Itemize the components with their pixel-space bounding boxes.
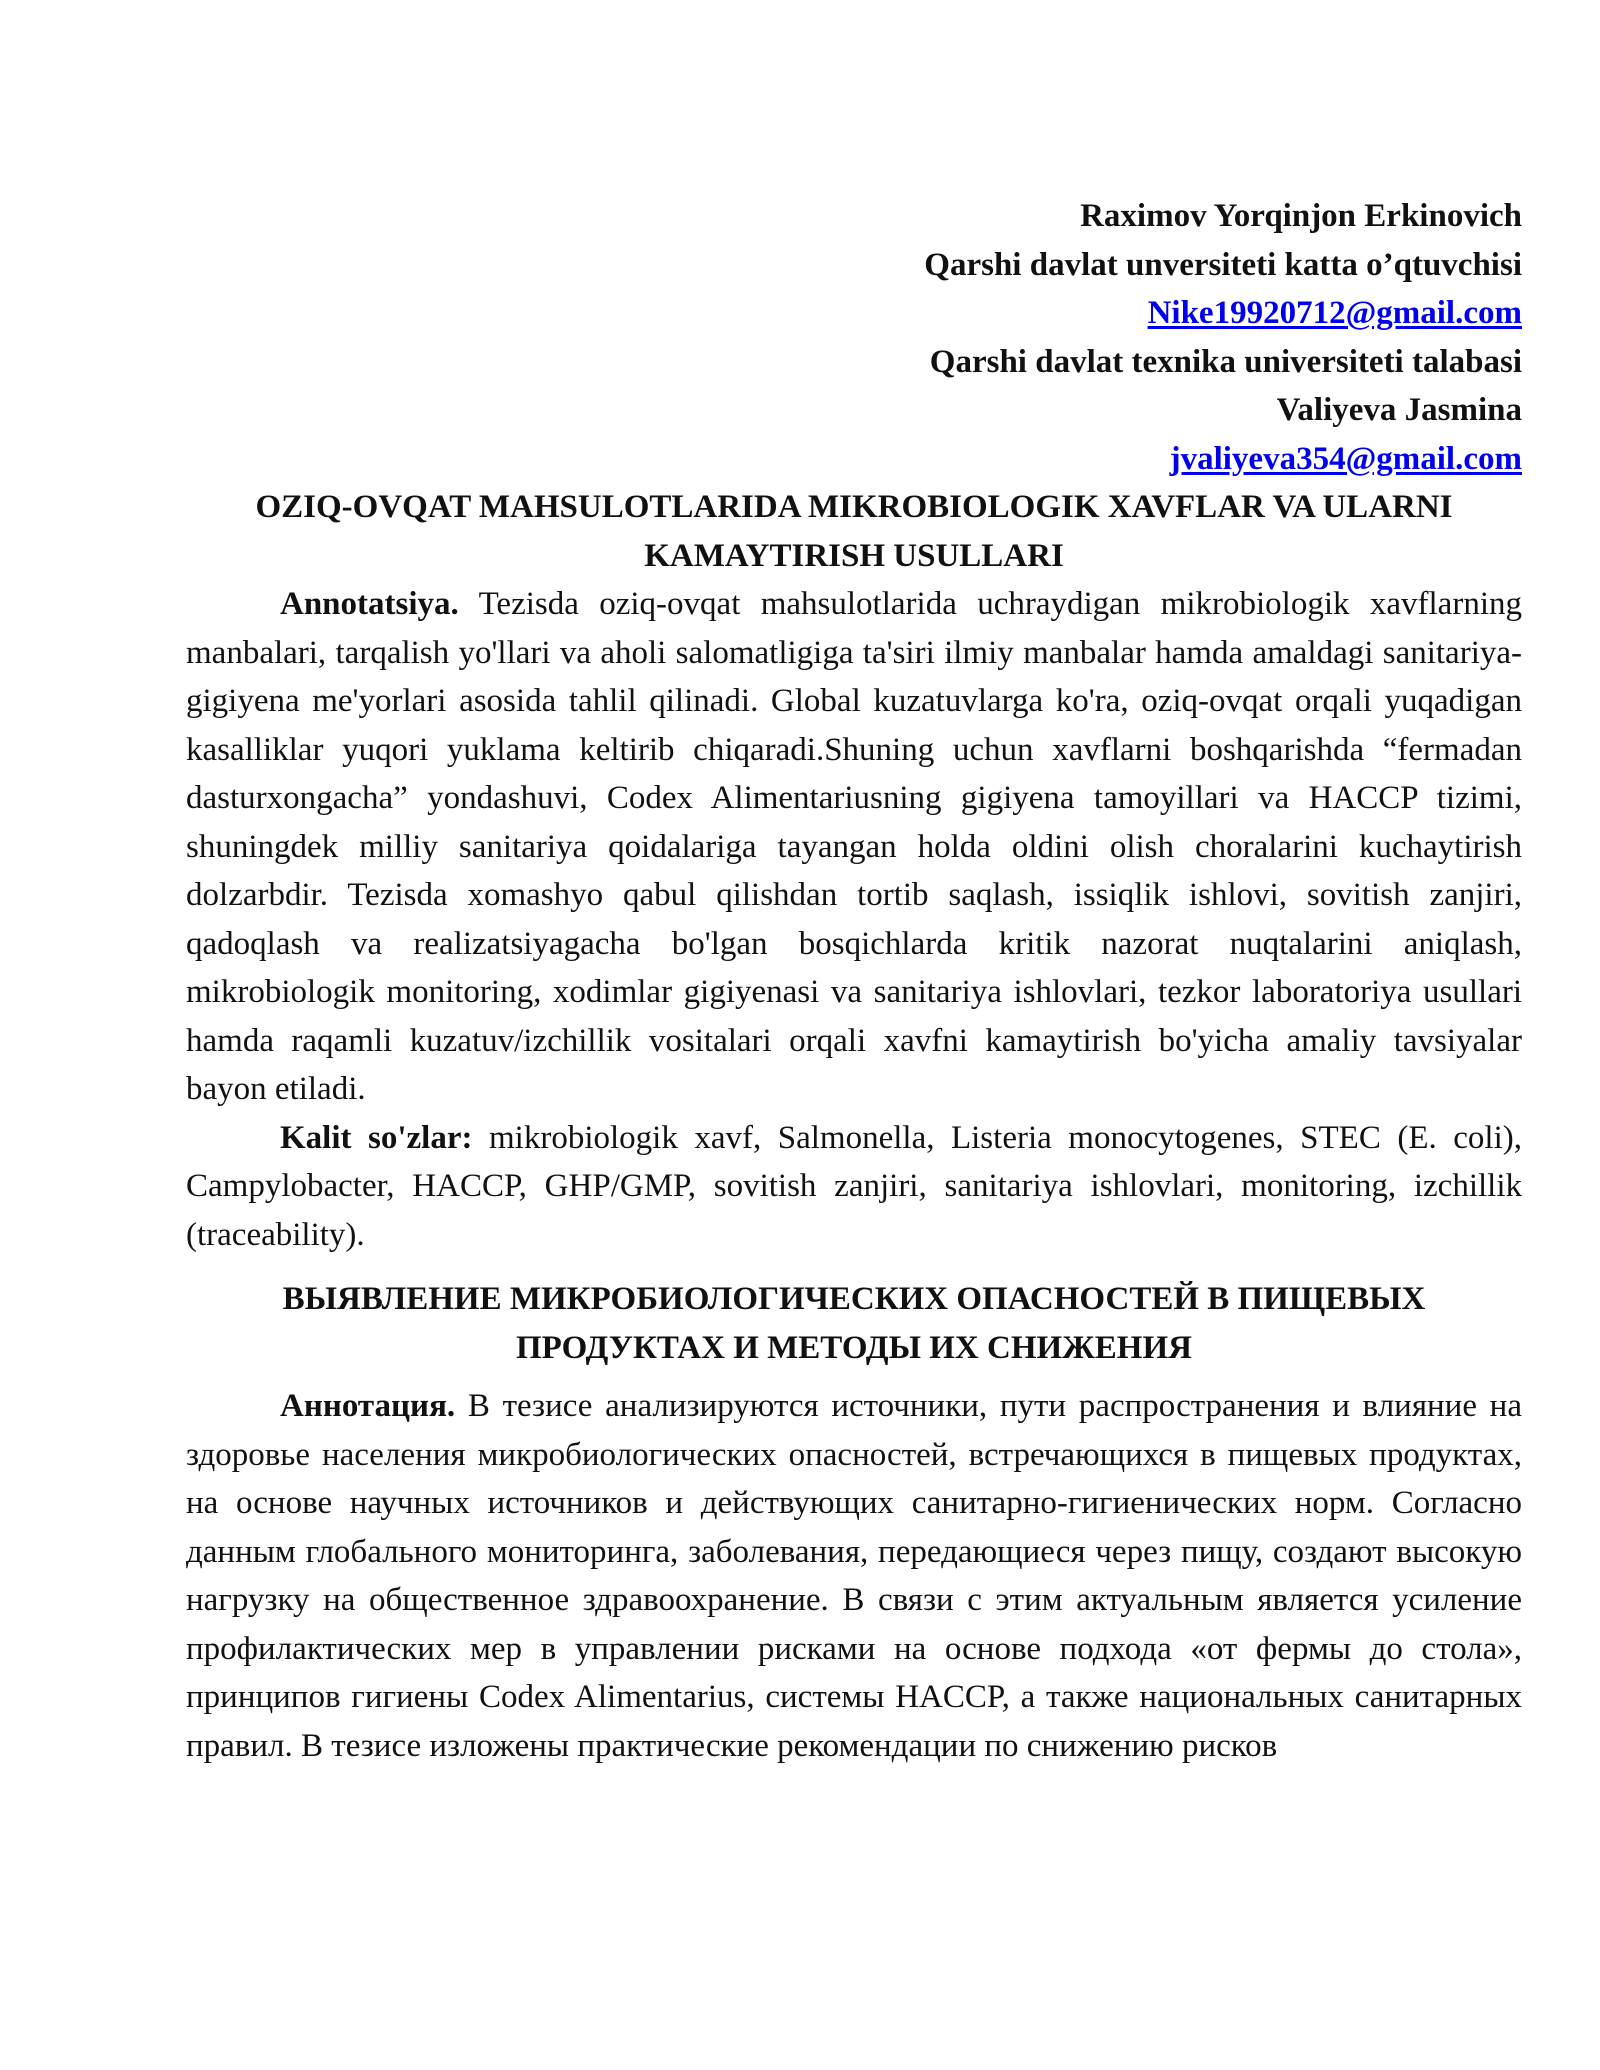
paper-title-ru: ВЫЯВЛЕНИЕ МИКРОБИОЛОГИЧЕСКИХ ОПАСНОСТЕЙ В ПИЩЕВЫХ ПРОДУКТАХ И МЕТОДЫ ИХ СНИЖЕНИЯ xyxy=(282,1281,1426,1366)
author-name-2: Valiyeva Jasmina xyxy=(1276,392,1522,428)
abstract-text-uz: Tezisda oziq-ovqat mahsulotlarida uchraydigan mikrobiologik xavflarning manbalari, tarqalish yo'llari va aholi salomatligiga ta'siri ilmiy manbalar hamda amaldagi sanitariya-gigiyena me'yorlari asosida tahlil qilinadi. Global kuzatuvlarga ko'ra, oziq-ovqat orqali yuqadigan kasalliklar yuqori yuklama keltirib chiqaradi.Shuning uchun xavflarni boshqarishda “fermadan dasturxongacha” yondashuvi, Codex Alimentariusning gigiyena tamoyillari va HACCP tizimi, shuningdek milliy sanitariya qoidalariga tayangan holda oldini olish choralarini kuchaytirish dolzarbdir. Tezisda xomashyo qabul qilishdan tortib saqlash, issiqlik ishlovi, sovitish zanjiri, qadoqlash va realizatsiyagacha bo'lgan bosqichlarda kritik nazorat nuqtalarini aniqlash, mikrobiologik monitoring, xodimlar gigiyenasi va sanitariya ishlovlari, tezkor laboratoriya usullari hamda raqamli kuzatuv/izchillik vositalari orqali xavfni kamaytirish bo'yicha amaliy tavsiyalar bayon etiladi. xyxy=(186,586,1522,1107)
author-name-1: Raximov Yorqinjon Erkinovich xyxy=(1080,198,1522,234)
document-page xyxy=(186,192,1522,1770)
abstract-ru xyxy=(186,1382,1522,1770)
author-affiliation-1: Qarshi davlat unversiteti katta o’qtuvchisi xyxy=(924,246,1522,283)
abstract-label-uz: Annotatsiya. xyxy=(280,586,459,622)
abstract-uz xyxy=(186,580,1522,1114)
keywords-uz xyxy=(186,1114,1522,1260)
author-email-link-1[interactable]: Nike19920712@gmail.com xyxy=(1147,295,1522,331)
abstract-label-ru: Аннотация. xyxy=(280,1388,456,1424)
author-email-link-2[interactable]: jvaliyeva354@gmail.com xyxy=(1169,440,1522,477)
paper-title-uz: OZIQ-OVQAT MAHSULOTLARIDA MIKROBIOLOGIK XAVFLAR VA ULARNI KAMAYTIRISH USULLARI xyxy=(255,489,1453,574)
keywords-text-uz: mikrobiologik xavf, Salmonella, Listeria monocytogenes, STEC (E. coli), Campylobacter, HACCP, GHP/GMP, sovitish zanjiri, sanitariya ishlovlari, monitoring, izchillik (traceability). xyxy=(186,1119,1522,1253)
author-block xyxy=(186,192,1522,483)
author-affiliation-2: Qarshi davlat texnika universiteti talabasi xyxy=(929,343,1522,380)
abstract-text-ru: В тезисе анализируются источники, пути распространения и влияние на здоровье населения микробиологических опасностей, встречающихся в пищевых продуктах, на основе научных источников и действующих санитарно-гигиенических норм. Согласно данным глобального мониторинга, заболевания, передающиеся через пищу, создают высокую нагрузку на общественное здравоохранение. В связи с этим актуальным является усиление профилактических мер в управлении рисками на основе подхода «от фермы до стола», принципов гигиены Codex Alimentarius, системы HACCP, а также национальных санитарных правил. В тезисе изложены практические рекомендации по снижению рисков xyxy=(186,1388,1522,1764)
keywords-label-uz: Kalit so'zlar: xyxy=(280,1119,473,1156)
